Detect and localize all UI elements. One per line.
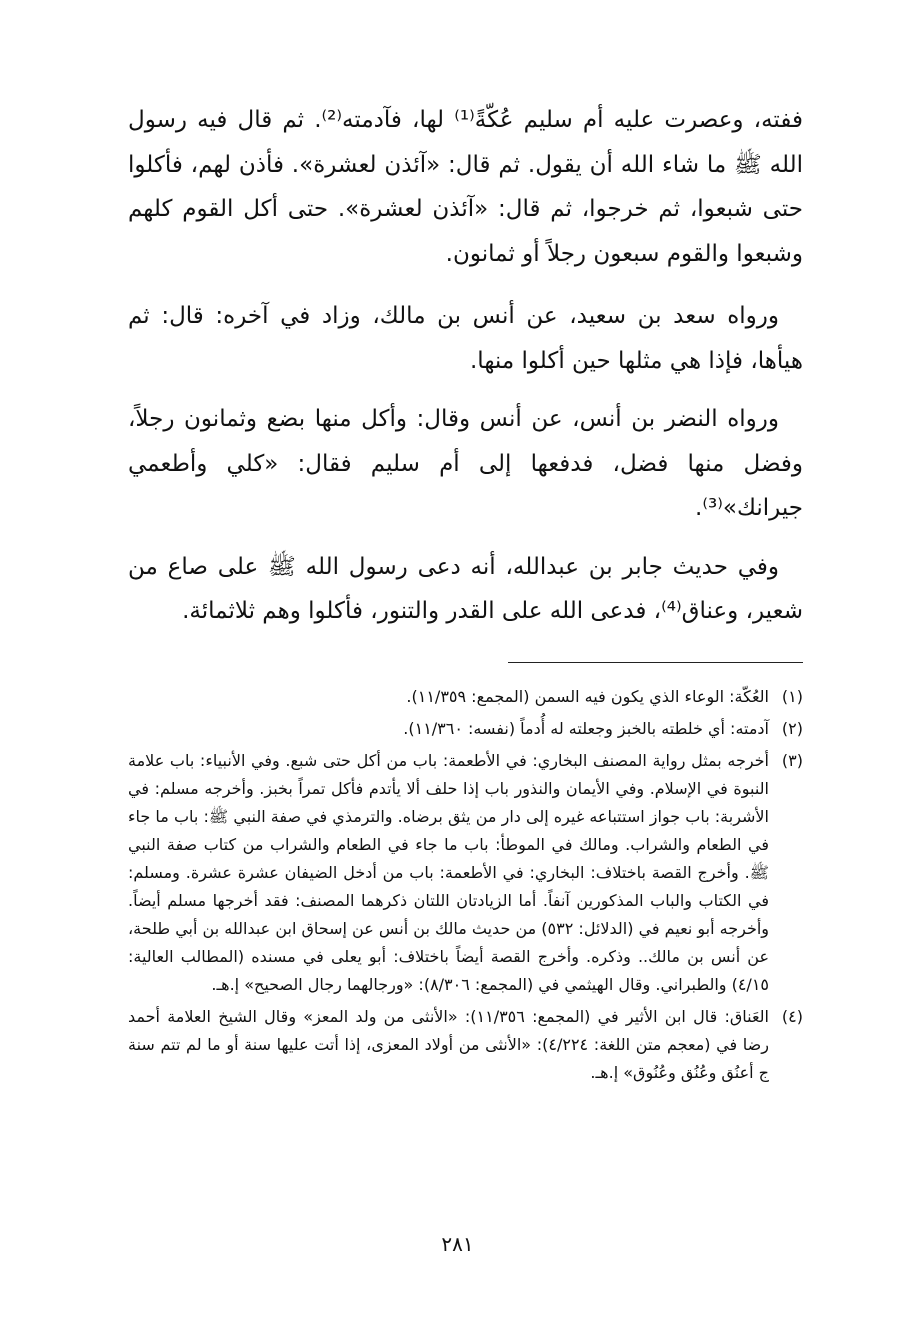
footnote-number: (١)	[781, 686, 803, 706]
paragraph-3: ورواه النضر بن أنس، عن أنس وقال: وأكل منها بضع وثمانون رجلاً، وفضل منها فضل، فدفعها إلى أم سليم فقال: «كلي وأطعمي جيرانك»⁽³⁾.	[128, 406, 803, 521]
footnote-separator	[508, 662, 803, 663]
footnote-number: (٣)	[781, 750, 803, 770]
footnote-text: العَناق: قال ابن الأثير في (المجمع: ١١/٣٥٦): «الأنثى من ولد المعز» وقال الشيخ العلامة أحمد رضا في (معجم متن اللغة: ٤/٢٢٤): «الأنثى من أولاد المعزى، إذا أتت عليها سنة أو ما لم تتم سنة ج أعنُق وعُنُق وعُنُوق» إ.هـ.	[128, 1006, 770, 1082]
footnote-text: آدمته: أي خلطته بالخبز وجعلته له أُدماً (نفسه: ١١/٣٦٠).	[403, 718, 769, 738]
page-number: ٢٨١	[441, 1232, 474, 1256]
footnote-1	[128, 683, 803, 711]
main-text	[128, 98, 803, 634]
footnote-3	[128, 747, 803, 999]
footnote-4	[128, 1003, 803, 1087]
paragraph-4: وفي حديث جابر بن عبدالله، أنه دعى رسول الله ﷺ على صاع من شعير، وعناق⁽⁴⁾، فدعى الله على القدر والتنور، فأكلوا وهم ثلاثمائة.	[128, 553, 803, 624]
footnote-text: العُكّة: الوعاء الذي يكون فيه السمن (المجمع: ١١/٣٥٩).	[406, 686, 769, 706]
footnote-2	[128, 715, 803, 743]
paragraph-2: ورواه سعد بن سعيد، عن أنس بن مالك، وزاد في آخره: قال: ثم هيأها، فإذا هي مثلها حين أكلوا منها.	[128, 303, 803, 374]
paragraph-1: ففته، وعصرت عليه أم سليم عُكّةً⁽¹⁾ لها، فآدمته⁽²⁾. ثم قال فيه رسول الله ﷺ ما شاء الله أن يقول. ثم قال: «آئذن لعشرة». فأذن لهم، فأكلوا حتى شبعوا، ثم خرجوا، ثم قال: «آئذن لعشرة». حتى أكل القوم كلهم وشبعوا والقوم سبعون رجلاً أو ثمانون.	[128, 107, 803, 267]
footnote-number: (٤)	[781, 1006, 803, 1026]
footnote-number: (٢)	[781, 718, 803, 738]
footnotes	[128, 683, 803, 1087]
footnote-text: أخرجه بمثل رواية المصنف البخاري: في الأطعمة: باب من أكل حتى شبع. وفي الأنبياء: باب علامة النبوة في الإسلام. وفي الأيمان والنذور باب إذا حلف ألا يأتدم فأكل تمراً بخبز. وأخرجه مسلم: في الأشربة: باب جواز استتباعه غيره إلى دار من يثق برضاه. والترمذي في صفة النبي ﷺ: باب ما جاء في الطعام والشراب. ومالك في الموطأ: باب ما جاء في الطعام والشراب من كتاب صفة النبي ﷺ. وأخرج القصة باختلاف: البخاري: في الأطعمة: باب من أدخل الضيفان عشرة عشرة. ومسلم: في الكتاب والباب المذكورين آنفاً. أما الزيادتان اللتان ذكرهما المصنف: فقد أخرجها مسلم أيضاً. وأخرجه أبو نعيم في (الدلائل: ٥٣٢) من حديث مالك بن أنس عن إسحاق ابن عبدالله بن أبي طلحة، عن أنس بن مالك.. وذكره. وأخرج القصة أيضاً باختلاف: أبو يعلى في مسنده (المطالب العالية: ٤/١٥) والطبراني. وقال الهيثمي في (المجمع: ٨/٣٠٦): «ورجالهما رجال الصحيح» إ.هـ.	[128, 750, 770, 994]
